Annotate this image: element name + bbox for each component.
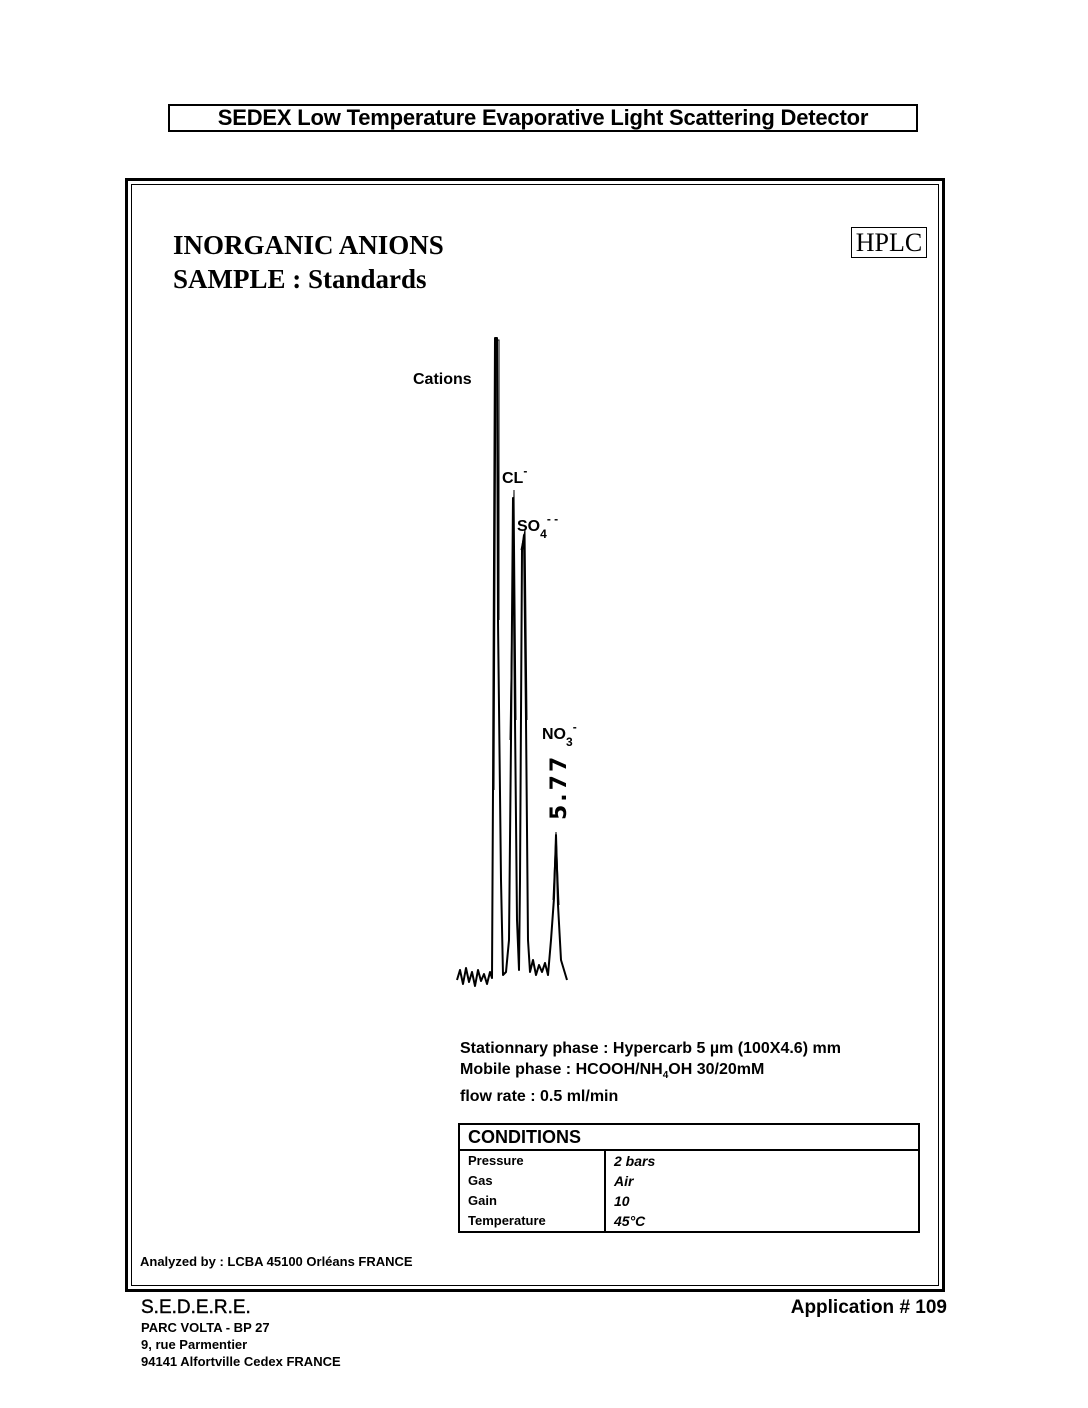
chromatogram-trace [457, 338, 567, 986]
address-line-2: 9, rue Parmentier [141, 1337, 248, 1352]
table-row [460, 1211, 918, 1231]
analyzed-by: Analyzed by : LCBA 45100 Orléans FRANCE [140, 1254, 413, 1269]
peak-label-sulfate: $SO_4^{- -}$ [517, 512, 559, 541]
title-line-1: INORGANIC ANIONS [173, 230, 444, 260]
condition-name: Temperature [468, 1213, 546, 1228]
peak-label-nitrate: $NO_3^-$ [542, 720, 577, 749]
technique-badge: HPLC [851, 227, 927, 258]
title-line-2: SAMPLE : Standards [173, 264, 427, 294]
condition-value: 45°C [605, 1211, 918, 1231]
condition-name: Gas [468, 1173, 493, 1188]
method-details [460, 1038, 841, 1107]
retention-time-annotation: 5.77 [547, 753, 572, 820]
mobile-phase: Mobile phase : HCOOH/$NH_4OH$ 30/20mM [460, 1061, 765, 1082]
condition-name: Pressure [468, 1153, 524, 1168]
condition-value: Air [605, 1171, 918, 1191]
address-line-3: 94141 Alfortville Cedex FRANCE [141, 1354, 341, 1369]
document-title [173, 228, 444, 296]
condition-name: Gain [468, 1193, 497, 1208]
peak-label-chloride: CL- [502, 464, 528, 487]
company-name: S.E.D.E.R.E. [141, 1297, 251, 1318]
table-row [460, 1171, 918, 1191]
conditions-table [458, 1123, 920, 1233]
application-number: Application # 109 [790, 1297, 947, 1318]
stationary-phase: Stationnary phase : Hypercarb 5 µm (100X4.6) mm [460, 1040, 841, 1057]
table-row [460, 1151, 918, 1171]
chromatogram [380, 320, 640, 1010]
address-line-1: PARC VOLTA - BP 27 [141, 1320, 270, 1335]
peak-label-cations: Cations [413, 371, 472, 388]
table-row [460, 1191, 918, 1211]
conditions-heading: CONDITIONS [460, 1125, 918, 1151]
header-title: SEDEX Low Temperature Evaporative Light Scattering Detector [168, 104, 918, 132]
condition-value: 2 bars [605, 1151, 918, 1171]
flow-rate: flow rate : 0.5 ml/min [460, 1088, 619, 1106]
company-block [141, 1297, 341, 1370]
conditions-rows [460, 1151, 918, 1231]
condition-value: 10 [605, 1191, 918, 1211]
